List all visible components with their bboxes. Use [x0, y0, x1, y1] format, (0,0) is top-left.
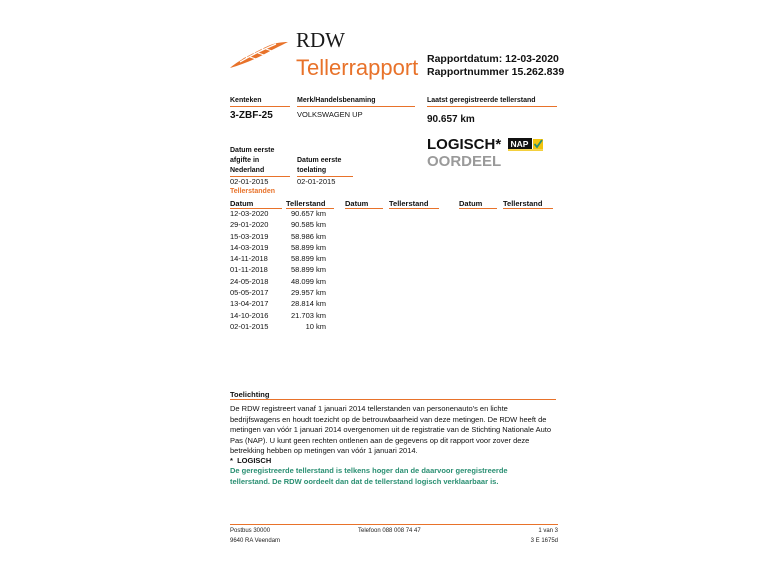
- toelichting-line: betrekking hebben op metingen van vóór 1 januari 2014.: [230, 446, 418, 455]
- toelating-label: [297, 156, 353, 177]
- table-row: [230, 277, 330, 288]
- table-row: [230, 209, 330, 220]
- row-stand: 21.703 km: [290, 310, 326, 320]
- svg-text:NAP: NAP: [510, 138, 529, 149]
- table-row: [230, 232, 330, 243]
- footer-postbus: Postbus 30000: [230, 528, 271, 534]
- row-stand: 90.585 km: [290, 220, 326, 230]
- footer-divider: [230, 524, 558, 525]
- col-datum-1: Datum: [230, 199, 282, 209]
- report-number-label: Rapportnummer: [427, 66, 509, 78]
- merk-label: Merk/Handelsbenaming: [297, 96, 415, 107]
- row-datum: 02-01-2015: [230, 321, 269, 331]
- col-teller-1: Tellerstand: [286, 199, 334, 209]
- toelichting-line: metingen van vóór 1 januari 2014 overgenomen uit de registratie van de Stichting Nationale Auto: [230, 425, 552, 434]
- table-row: [230, 322, 330, 333]
- report-number: [427, 66, 564, 78]
- tellerstanden-table: [230, 209, 330, 333]
- report-number-value: 15.262.839: [511, 66, 565, 78]
- rdw-logo-text: RDW: [296, 28, 345, 52]
- row-stand: 58.899 km: [290, 265, 326, 275]
- toelating-label-line-2: toelating: [297, 167, 327, 174]
- row-datum: 14-11-2018: [230, 254, 268, 264]
- toelichting-line: bedrijfswagens en houdt toezicht op de betrouwbaarheid van deze metingen. De RDW heeft de: [230, 414, 547, 424]
- row-stand: 58.899 km: [290, 254, 326, 264]
- afgifte-label: [230, 146, 290, 177]
- verdict-label: OORDEEL: [427, 153, 502, 170]
- toelichting-heading: Toelichting: [230, 390, 556, 400]
- logisch-line: De geregistreerde tellerstand is telkens hoger dan de daarvoor geregistreerde: [230, 466, 508, 475]
- toelating-label-line-1: Datum eerste: [297, 157, 342, 164]
- col-teller-3: Tellerstand: [503, 199, 553, 209]
- col-teller-2: Tellerstand: [389, 199, 439, 209]
- rdw-feather-icon: [228, 38, 290, 72]
- afgifte-label-line-1: Datum eerste: [230, 147, 275, 154]
- table-row: [230, 265, 330, 276]
- kenteken-value: 3-ZBF-25: [230, 110, 273, 121]
- logisch-explanation: [230, 466, 560, 487]
- row-stand: 90.657 km: [290, 209, 326, 218]
- row-datum: 15-03-2019: [230, 231, 269, 241]
- report-date-label: Rapportdatum:: [427, 53, 503, 65]
- nap-logo-icon: [508, 138, 544, 151]
- tellerstanden-heading: Tellerstanden: [230, 188, 275, 195]
- report-date: [427, 53, 559, 65]
- col-datum-2: Datum: [345, 199, 383, 209]
- row-stand: 58.986 km: [290, 231, 326, 241]
- toelating-value: 02-01-2015: [297, 177, 336, 186]
- footer-pagina: 1 van 3: [538, 528, 558, 534]
- row-datum: 24-05-2018: [230, 276, 269, 286]
- nap-badge: [508, 138, 544, 151]
- rdw-logo: [228, 38, 290, 72]
- row-datum: 29-01-2020: [230, 220, 269, 230]
- footer-adres: 9640 RA Veendam: [230, 538, 281, 544]
- toelichting-line: Pas (NAP). U kunt geen rechten ontlenen aan de gegevens op dit rapport voor zover deze: [230, 435, 530, 445]
- toelichting-text: [230, 404, 560, 457]
- table-row: [230, 288, 330, 299]
- row-stand: 10 km: [305, 321, 326, 331]
- row-stand: 29.957 km: [290, 288, 326, 298]
- table-row: [230, 311, 330, 322]
- row-stand: 58.899 km: [290, 242, 326, 252]
- toelichting-line: De RDW registreert vanaf 1 januari 2014 tellerstanden van personenauto's en lichte: [230, 404, 508, 413]
- row-stand: 28.814 km: [290, 299, 326, 309]
- col-datum-3: Datum: [459, 199, 497, 209]
- table-row: [230, 254, 330, 265]
- row-datum: 13-04-2017: [230, 299, 269, 309]
- table-row: [230, 220, 330, 231]
- footer-telefoon: Telefoon 088 008 74 47: [358, 528, 421, 534]
- laatst-label: Laatst geregistreerde tellerstand: [427, 96, 557, 107]
- logisch-heading: * LOGISCH: [230, 456, 272, 465]
- merk-value: VOLKSWAGEN UP: [297, 110, 363, 119]
- verdict-value: LOGISCH*: [427, 136, 502, 153]
- row-datum: 05-05-2017: [230, 288, 269, 298]
- afgifte-label-line-2: afgifte in: [230, 157, 260, 164]
- row-datum: 12-03-2020: [230, 209, 269, 218]
- laatst-value: 90.657 km: [427, 114, 475, 125]
- afgifte-value: 02-01-2015: [230, 177, 269, 186]
- logisch-line: tellerstand. De RDW oordeelt dan dat de tellerstand logisch verklaarbaar is.: [230, 476, 499, 486]
- page-title: Tellerrapport: [296, 55, 419, 80]
- afgifte-label-line-3: Nederland: [230, 167, 265, 174]
- row-datum: 14-10-2016: [230, 310, 269, 320]
- row-datum: 14-03-2019: [230, 242, 269, 252]
- table-row: [230, 243, 330, 254]
- footer-code: 3 E 1675d: [530, 538, 558, 544]
- report-date-value: 12-03-2020: [505, 53, 559, 65]
- row-stand: 48.099 km: [290, 276, 326, 286]
- table-row: [230, 299, 330, 310]
- row-datum: 01-11-2018: [230, 265, 268, 275]
- kenteken-label: Kenteken: [230, 96, 290, 107]
